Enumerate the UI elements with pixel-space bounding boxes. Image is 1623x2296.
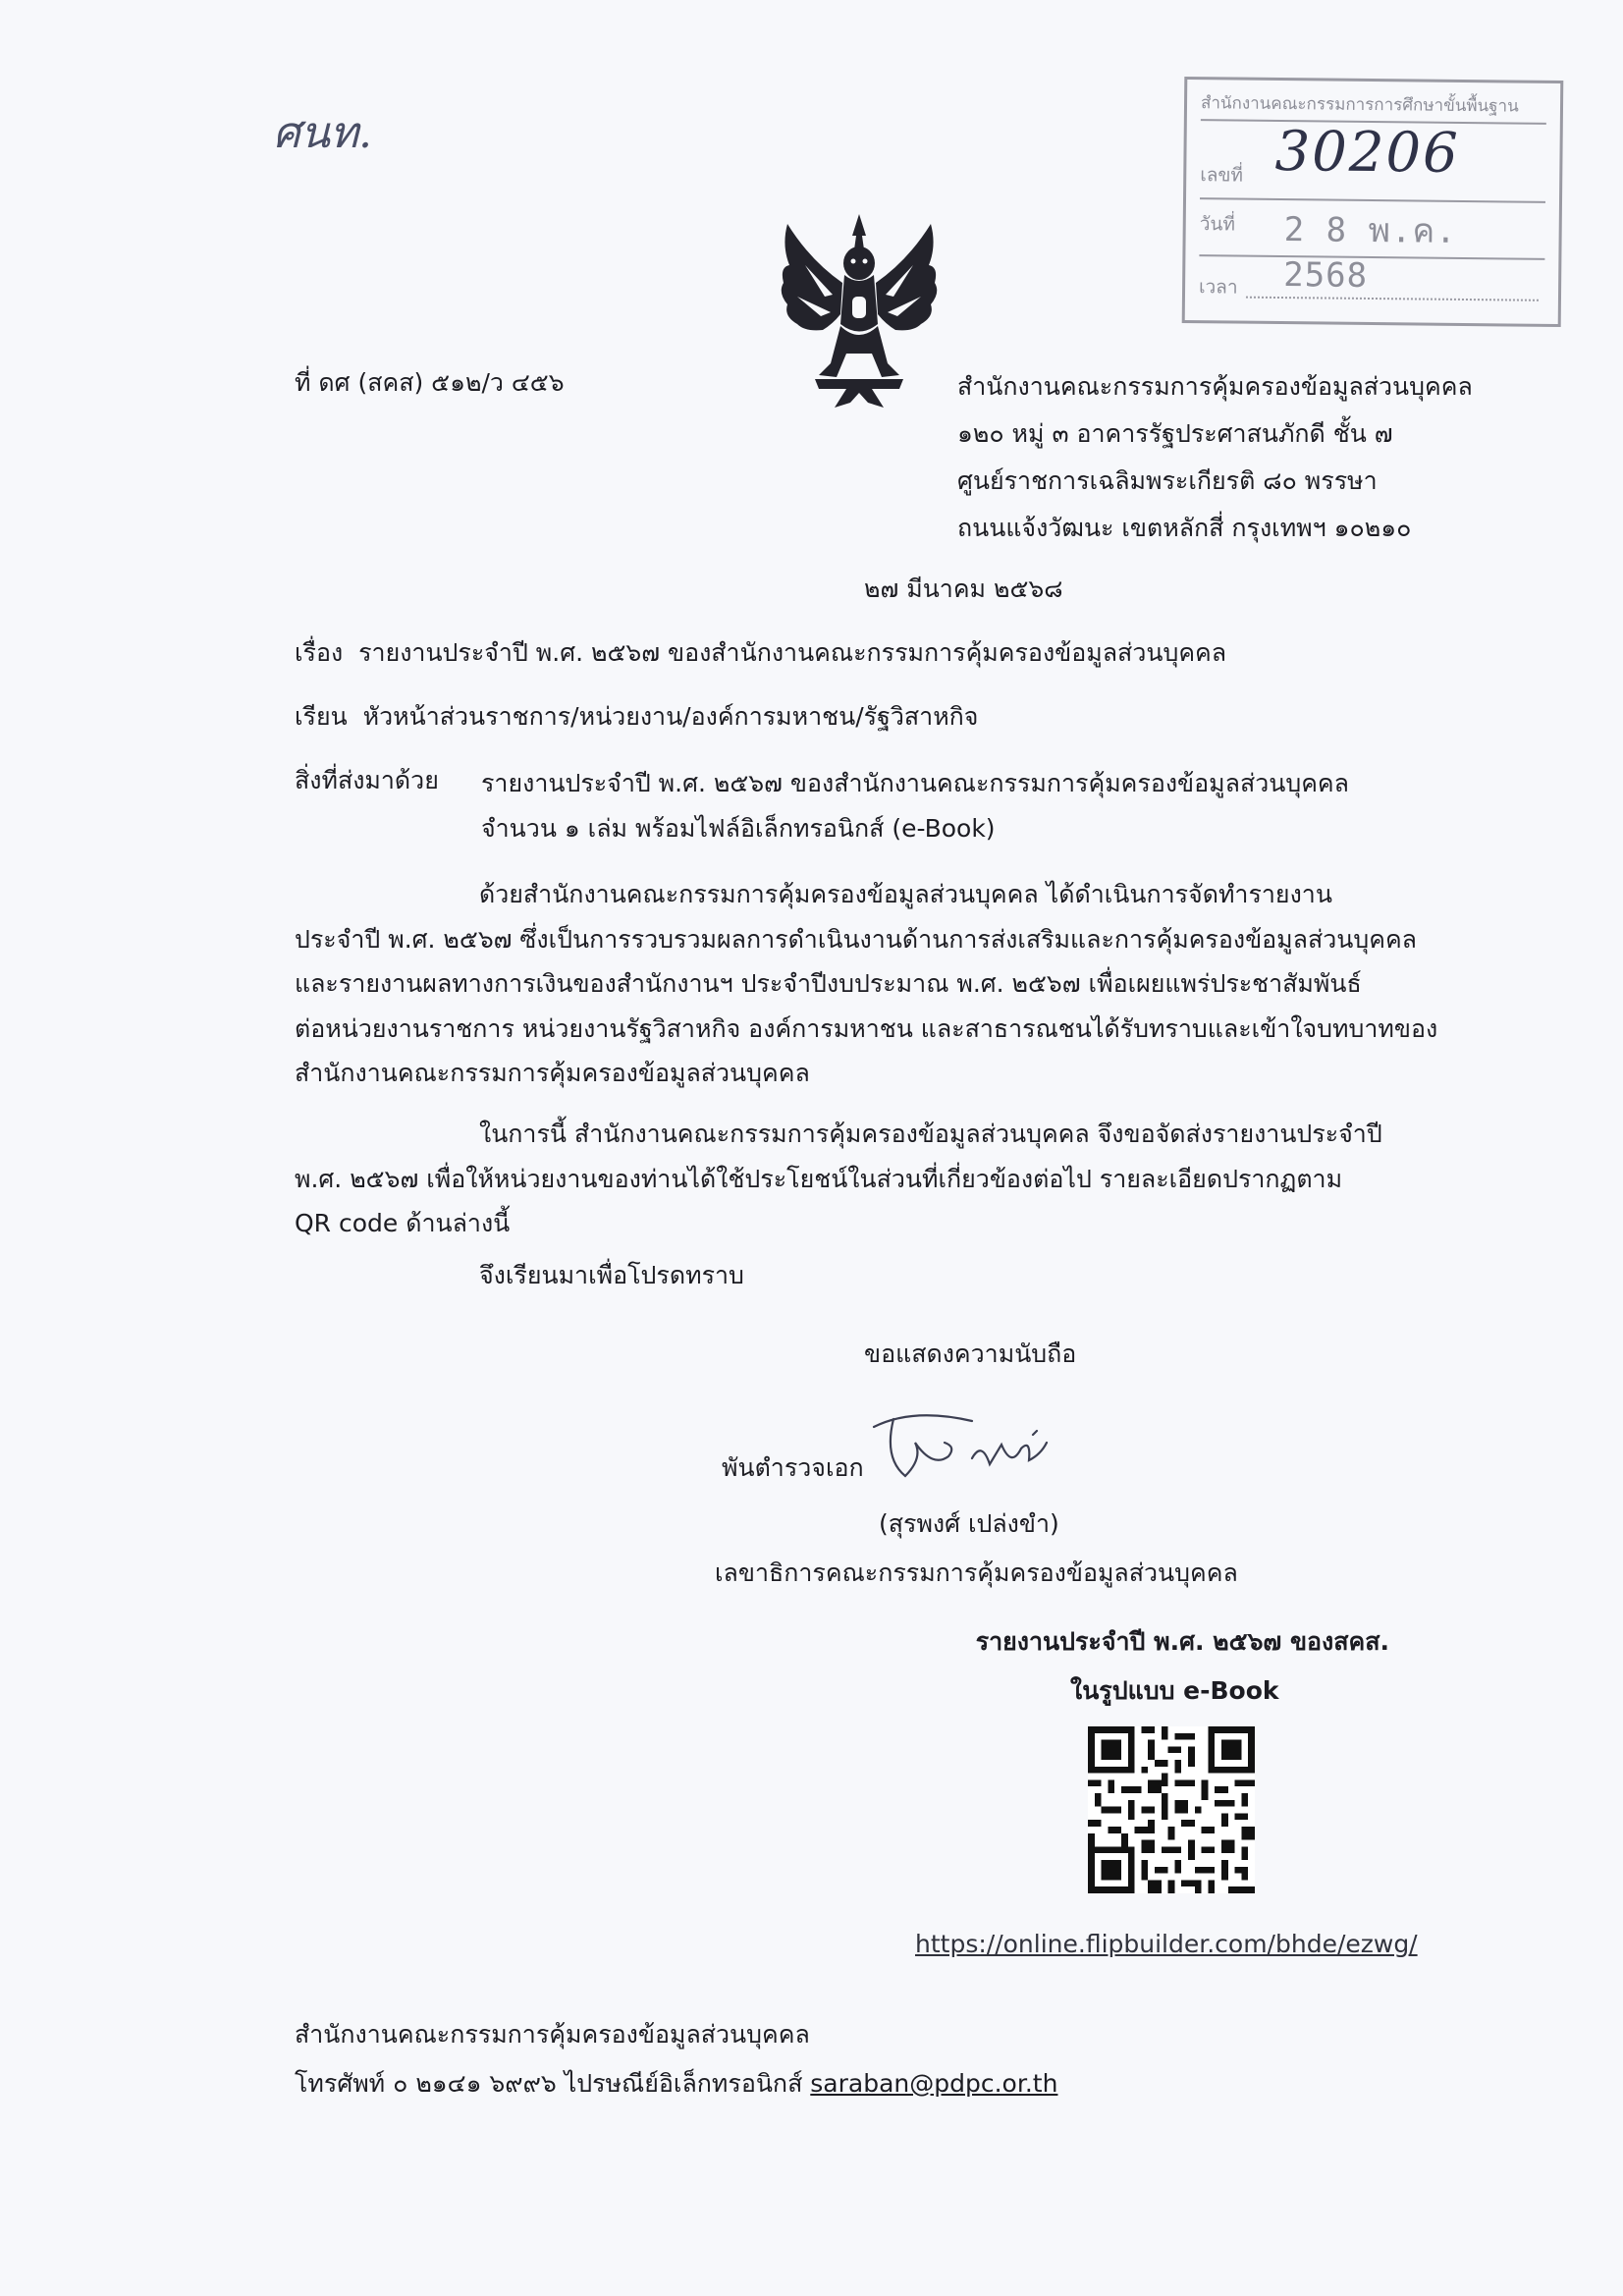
subject-text: รายงานประจำปี พ.ศ. ๒๕๖๗ ของสำนักงานคณะกรรมการคุ้มครองข้อมูลส่วนบุคคล <box>358 638 1227 667</box>
footer-contact-text: โทรศัพท์ ๐ ๒๑๔๑ ๖๙๙๖ ไปรษณีย์อิเล็กทรอนิกส์ <box>295 2069 803 2098</box>
address-line: ๑๒๐ หมู่ ๓ อาคารรัฐประศาสนภักดี ชั้น ๗ <box>957 419 1393 448</box>
stamp-date-label: วันที่ <box>1199 213 1236 236</box>
stamp-date: 2 8 พ.ค. 2568 <box>1283 210 1457 296</box>
enclosure-label: สิ่งที่ส่งมาด้วย <box>295 766 439 794</box>
body-paragraph-2 <box>295 1112 1431 1246</box>
footer-contact <box>295 2067 1057 2101</box>
stamp-number: 30206 <box>1274 119 1461 186</box>
address-line: ศูนย์ราชการเฉลิมพระเกียรติ ๘๐ พรรษา <box>957 466 1378 495</box>
paragraph-line: ในการนี้ สำนักงานคณะกรรมการคุ้มครองข้อมูลส่วนบุคคล จึงขอจัดส่งรายงานประจำปี <box>479 1120 1382 1148</box>
footer-office: สำนักงานคณะกรรมการคุ้มครองข้อมูลส่วนบุคคล <box>295 2020 810 2049</box>
address-line: สำนักงานคณะกรรมการคุ้มครองข้อมูลส่วนบุคคล <box>957 372 1473 401</box>
enclosure-line: จำนวน ๑ เล่ม พร้อมไฟล์อิเล็กทรอนิกส์ (e-Book) <box>481 814 996 843</box>
subject-line <box>295 633 1226 673</box>
paragraph-line: QR code ด้านล่างนี้ <box>295 1209 511 1237</box>
address-line: ถนนแจ้งวัฒนะ เขตหลักสี่ กรุงเทพฯ ๑๐๒๑๐ <box>957 514 1412 542</box>
qr-code-icon[interactable] <box>1088 1726 1255 1893</box>
stamp-office: สำนักงานคณะกรรมการการศึกษาขั้นพื้นฐาน <box>1200 93 1519 117</box>
ebook-format: ในรูปแบบ e-Book <box>1070 1676 1279 1705</box>
ebook-link[interactable]: https://online.flipbuilder.com/bhde/ezwg/ <box>915 1930 1418 1958</box>
stamp-time-label: เวลา <box>1198 276 1238 299</box>
addressee-label: เรียน <box>295 702 348 731</box>
paragraph-line: พ.ศ. ๒๕๖๗ เพื่อให้หน่วยงานของท่านได้ใช้ประโยชน์ในส่วนที่เกี่ยวข้องต่อไป รายละเอียดปรากฏตาม <box>295 1164 1343 1193</box>
stamp-number-label: เลขที่ <box>1200 164 1244 187</box>
subject-label: เรื่อง <box>295 638 344 667</box>
receipt-stamp <box>1182 77 1564 327</box>
paragraph-line: ประจำปี พ.ศ. ๒๕๖๗ ซึ่งเป็นการรวบรวมผลการดำเนินงานด้านการส่งเสริมและการคุ้มครองข้อมูลส่วนบุคคล <box>295 924 1418 954</box>
signer-rank: พันตำรวจเอก <box>722 1453 864 1482</box>
salutation: ขอแสดงความนับถือ <box>864 1339 1077 1368</box>
paragraph-line: ต่อหน่วยงานราชการ หน่วยงานรัฐวิสาหกิจ องค์การมหาชน และสาธารณชนได้รับทราบและเข้าใจบทบาทของ <box>295 1013 1438 1043</box>
paragraph-line: ด้วยสำนักงานคณะกรรมการคุ้มครองข้อมูลส่วนบุคคล ได้ดำเนินการจัดทำรายงาน <box>479 880 1332 908</box>
sender-address <box>957 363 1473 552</box>
enclosure-text <box>481 761 1349 851</box>
addressee-text: หัวหน้าส่วนราชการ/หน่วยงาน/องค์การมหาชน/รัฐวิสาหกิจ <box>362 702 979 731</box>
garuda-emblem-icon <box>776 206 943 412</box>
enclosure-line: รายงานประจำปี พ.ศ. ๒๕๖๗ ของสำนักงานคณะกรรมการคุ้มครองข้อมูลส่วนบุคคล <box>481 769 1349 797</box>
signer-name: (สุรพงศ์ เปล่งขำ) <box>879 1509 1059 1538</box>
ebook-title: รายงานประจำปี พ.ศ. ๒๕๖๗ ของสคส. <box>975 1627 1389 1656</box>
paragraph-line: และรายงานผลทางการเงินของสำนักงานฯ ประจำปีงบประมาณ พ.ศ. ๒๕๖๗ เพื่อเผยแพร่ประชาสัมพันธ์ <box>295 969 1362 998</box>
document-reference: ที่ ดศ (สคส) ๕๑๒/ว ๔๕๖ <box>295 368 565 397</box>
signature-icon <box>854 1399 1070 1498</box>
paragraph-line: สำนักงานคณะกรรมการคุ้มครองข้อมูลส่วนบุคคล <box>295 1059 810 1087</box>
footer-email-link[interactable]: saraban@pdpc.or.th <box>810 2069 1058 2098</box>
document-date: ๒๗ มีนาคม ๒๕๖๘ <box>864 574 1063 603</box>
body-paragraph-1 <box>295 872 1438 1096</box>
addressee-line <box>295 697 978 737</box>
closing-request: จึงเรียนมาเพื่อโปรดทราบ <box>479 1261 744 1289</box>
handwritten-note: ศนท. <box>273 108 372 158</box>
signer-position: เลขาธิการคณะกรรมการคุ้มครองข้อมูลส่วนบุคคล <box>715 1558 1238 1587</box>
